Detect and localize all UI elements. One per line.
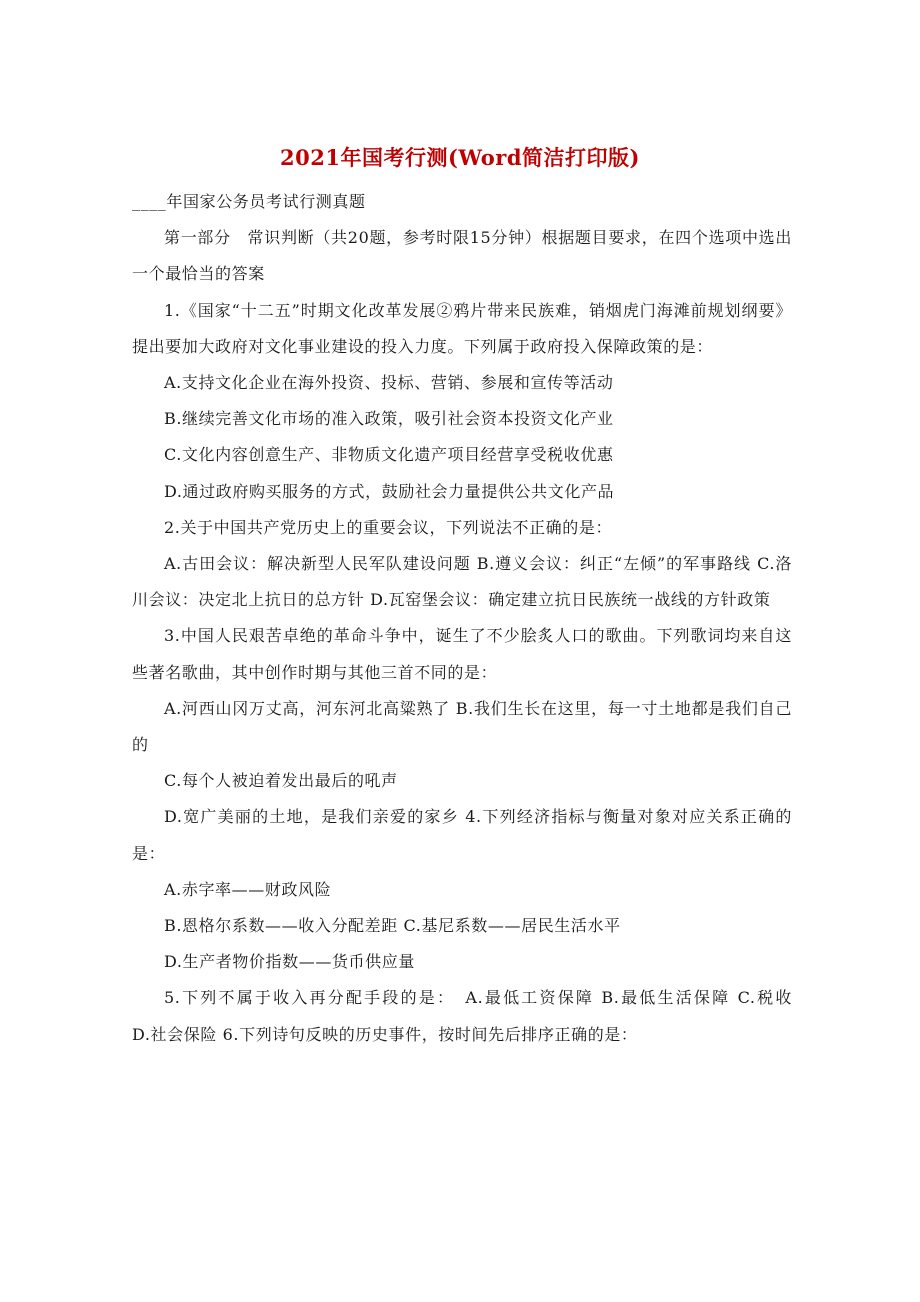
question-1-option-b: B.继续完善文化市场的准入政策，吸引社会资本投资文化产业 [164, 409, 614, 429]
document-body [132, 184, 842, 1053]
section-intro: 第一部分 常识判断（共20题，参考时限15分钟）根据题目要求，在四个选项中选出一个最恰当的答案 [132, 228, 792, 284]
question-5-6: 5.下列不属于收入再分配手段的是： A.最低工资保障 B.最低生活保障 C.税收 D.社会保险 6.下列诗句反映的历史事件，按时间先后排序正确的是： [132, 988, 842, 1044]
document-title: 2021年国考行测(Word简洁打印版) [280, 145, 640, 170]
question-1-option-a: A.支持文化企业在海外投资、投标、营销、参展和宣传等活动 [164, 373, 614, 393]
question-2: 2.关于中国共产党历史上的重要会议，下列说法不正确的是： [164, 517, 613, 537]
question-3: 3.中国人民艰苦卓绝的革命斗争中，诞生了不少脍炙人口的歌曲。下列歌词均来自这些著名歌曲，其中创作时期与其他三首不同的是： [132, 626, 792, 682]
question-2-options: A.古田会议：解决新型人民军队建设问题 B.遵义会议：纠正“左倾”的军事路线 C.洛川会议：决定北上抗日的总方针 D.瓦窑堡会议：确定建立抗日民族统一战线的方针政策 [132, 554, 792, 610]
question-3-option-d-question-4: D.宽广美丽的土地，是我们亲爱的家乡 4.下列经济指标与衡量对象对应关系正确的是： [132, 807, 792, 863]
question-3-options-ab: A.河西山冈万丈高，河东河北高粱熟了 B.我们生长在这里，每一寸土地都是我们自己的 [132, 698, 792, 755]
question-4-option-a: A.赤字率——财政风险 [164, 879, 332, 899]
question-3-option-c: C.每个人被迫着发出最后的吼声 [164, 771, 398, 791]
question-1-option-d: D.通过政府购买服务的方式，鼓励社会力量提供公共文化产品 [164, 481, 615, 501]
question-1-option-c: C.文化内容创意生产、非物质文化遗产项目经营享受税收优惠 [164, 445, 614, 465]
question-1: 1.《国家“十二五”时期文化改革发展②鸦片带来民族难，销烟虎门海滩前规划纲要》提出要加大政府对文化事业建设的投入力度。下列属于政府投入保障政策的是： [132, 300, 792, 356]
exam-heading: ____年国家公务员考试行测真题 [132, 192, 366, 211]
question-4-options-bc: B.恩格尔系数——收入分配差距 C.基尼系数——居民生活水平 [164, 916, 621, 936]
question-4-option-d: D.生产者物价指数——货币供应量 [164, 952, 415, 972]
